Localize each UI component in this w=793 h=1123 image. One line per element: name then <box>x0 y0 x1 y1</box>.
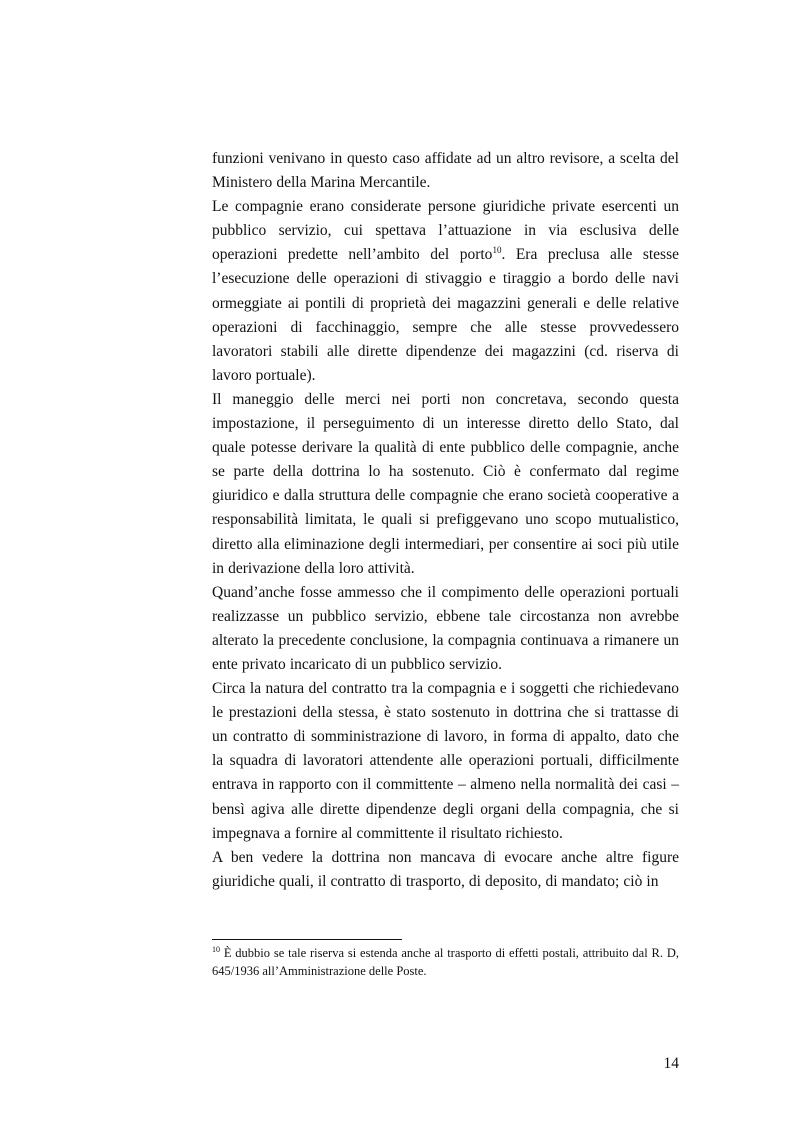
footnote-number: 10 <box>212 944 220 954</box>
paragraph-4-text: Quand’anche fosse ammesso che il compimento delle operazioni portuali realizzasse un pubblico servizio, ebbene tale circostanza non avrebbe alterato la precedente conclusione, la compagnia continuava a rimanere un ente privato incaricato di un pubblico servizio. <box>212 583 679 673</box>
paragraph-4 <box>212 581 679 677</box>
footnote-reference-10: 10 <box>492 245 502 256</box>
paragraph-6-text: A ben vedere la dottrina non mancava di evocare anche altre figure giuridiche quali, il contratto di trasporto, di deposito, di mandato; ciò in <box>212 848 679 890</box>
paragraph-2 <box>212 195 679 388</box>
paragraph-5 <box>212 677 679 846</box>
paragraph-3 <box>212 388 679 581</box>
paragraph-6 <box>212 846 679 894</box>
main-text <box>212 147 679 894</box>
paragraph-2-text-before: Le compagnie erano considerate persone giuridiche private esercenti un pubblico servizio, cui spettava l’attuazione in via esclusiva delle operazioni predette nell’ambito del porto <box>212 198 679 264</box>
paragraph-5-text: Circa la natura del contratto tra la compagnia e i soggetti che richiedevano le prestazioni della stessa, è stato sostenuto in dottrina che si trattasse di un contratto di somministrazione di lavoro, in forma di appalto, dato che la squadra di lavoratori attendente alle operazioni portuali, difficilmente entrava in rapporto con il committente – almeno nella normalità dei casi – bensì agiva alle dirette dipendenze degli organi della compagnia, che si impegnava a fornire al committente il risultato richiesto. <box>212 680 679 842</box>
paragraph-1-text: funzioni venivano in questo caso affidate ad un altro revisore, a scelta del Ministero della Marina Mercantile. <box>212 150 679 192</box>
footnote <box>212 944 679 980</box>
footnote-separator <box>212 939 402 940</box>
paragraph-3-text: Il maneggio delle merci nei porti non concretava, secondo questa impostazione, il perseguimento di un interesse diretto dello Stato, dal quale potesse derivare la qualità di ente pubblico delle compagnie, anche se parte della dottrina lo ha sostenuto. Ciò è confermato dal regime giuridico e dalla struttura delle compagnie che erano società cooperative a responsabilità limitata, le quali si prefiggevano uno scopo mutualistico, diretto alla eliminazione degli intermediari, per consentire ai soci più utile in derivazione della loro attività. <box>212 390 679 577</box>
footnote-text: È dubbio se tale riserva si estenda anche al trasporto di effetti postali, attribuito dal R. D, 645/1936 all’Amministrazione delle Poste. <box>212 946 679 978</box>
paragraph-1 <box>212 147 679 195</box>
paragraph-2-text-after: . Era preclusa alle stesse l’esecuzione delle operazioni di stivaggio e tiraggio a bordo delle navi ormeggiate ai pontili di proprietà dei magazzini generali e delle relative operazioni di facchinaggio, sempre che alle stesse provvedessero lavoratori stabili alle dirette dipendenze dei magazzini (cd. riserva di lavoro portuale). <box>212 246 679 384</box>
page-number: 14 <box>663 1055 679 1072</box>
